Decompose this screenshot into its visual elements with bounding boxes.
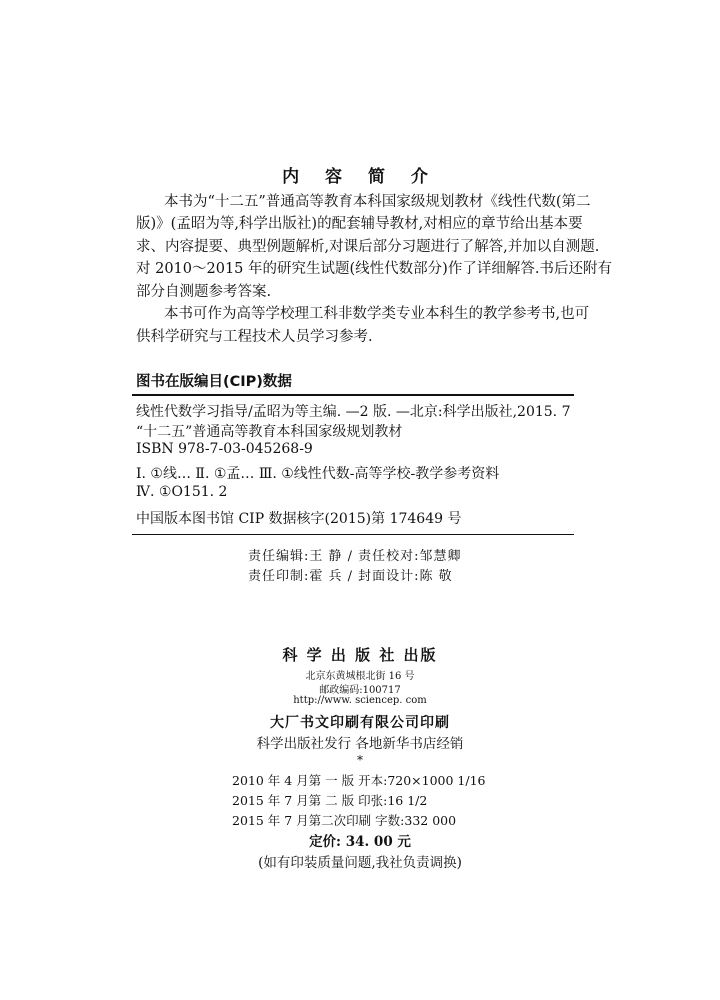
cip-number: 中国版本图书馆 CIP 数据核字(2015)第 174649 号 [136,511,462,527]
cip-line: “十二五”普通高等教育本科国家级规划教材 [136,424,403,440]
staff-line: 责任印制:霍 兵 / 封面设计:陈 敬 [248,569,453,584]
staff-line: 责任编辑:王 静 / 责任校对:邹慧卿 [248,549,462,564]
price: 定价: 34. 00 元 [309,834,411,850]
cip-bottom-rule [132,534,574,535]
printer-name: 大厂书文印刷有限公司印刷 [270,715,450,731]
cip-top-rule [132,394,574,396]
edition-line: 2015 年 7 月第二次印刷 字数:332 000 [232,813,457,828]
edition-line: 2010 年 4 月第 一 版 开本:720×1000 1/16 [232,773,486,788]
edition-line: 2015 年 7 月第 二 版 印张:16 1/2 [232,793,428,808]
intro-line: 对 2010～2015 年的研究生试题(线性代数部分)作了详细解答.书后还附有 [136,261,612,277]
page-title: 内 容 简 介 [282,167,438,187]
intro-line: 求、内容提要、典型例题解析,对课后部分习题进行了解答,并加以自测题. [136,239,600,255]
separator-star: * [357,753,363,767]
distribution-line: 科学出版社发行 各地新华书店经销 [256,736,464,752]
cip-classification: Ⅰ. ①线… Ⅱ. ①孟… Ⅲ. ①线性代数-高等学校-教学参考资料 [136,466,500,482]
publisher-name: 科 学 出 版 社 出版 [282,646,438,664]
intro-line: 版)》(孟昭为等,科学出版社)的配套辅导教材,对相应的章节给出基本要 [136,216,583,232]
quality-note: (如有印装质量问题,我社负责调换) [258,855,462,871]
cip-isbn: ISBN 978-7-03-045268-9 [136,441,313,457]
cip-line: 线性代数学习指导/孟昭为等主编. —2 版. —北京:科学出版社,2015. 7 [136,404,571,420]
publisher-url: http://www. sciencep. com [293,695,427,706]
intro-line: 部分自测题参考答案. [136,284,272,300]
cip-heading: 图书在版编目(CIP)数据 [136,374,292,390]
intro-line: 本书为“十二五”普通高等教育本科国家级规划教材《线性代数(第二 [164,194,591,210]
intro-line: 供科学研究与工程技术人员学习参考. [136,329,373,345]
cip-classification: Ⅳ. ①O151. 2 [136,484,228,500]
intro-line: 本书可作为高等学校理工科非数学类专业本科生的教学参考书,也可 [164,306,590,322]
publisher-address: 北京东黄城根北街 16 号 [305,671,415,682]
publisher-postcode: 邮政编码:100717 [319,685,401,696]
